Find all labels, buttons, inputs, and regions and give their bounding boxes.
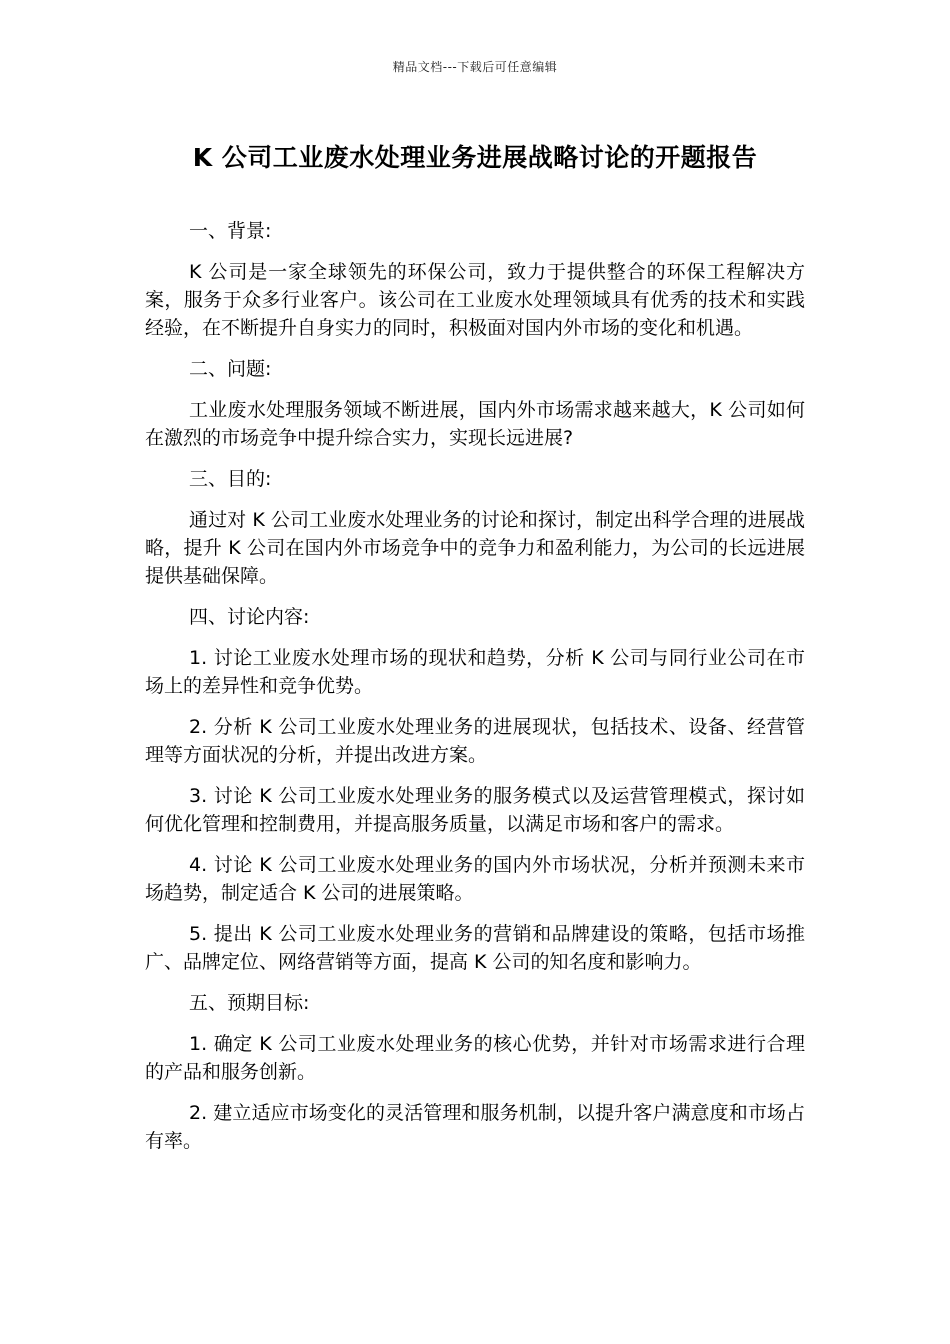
- section-purpose: [145, 465, 805, 590]
- document-title: K 公司工业废水处理业务进展战略讨论的开题报告: [192, 143, 758, 172]
- list-item: 1. 讨论工业废水处理市场的现状和趋势，分析 K 公司与同行业公司在市场上的差异性和竞争优势。: [145, 647, 805, 697]
- list-item: 3. 讨论 K 公司工业废水处理业务的服务模式以及运营管理模式，探讨如何优化管理和控制费用，并提高服务质量，以满足市场和客户的需求。: [145, 785, 805, 835]
- list-item: 4. 讨论 K 公司工业废水处理业务的国内外市场状况，分析并预测未来市场趋势，制定适合 K 公司的进展策略。: [145, 854, 805, 904]
- list-item: 2. 分析 K 公司工业废水处理业务的进展现状，包括技术、设备、经营管理等方面状况的分析，并提出改进方案。: [145, 716, 805, 766]
- section-discussion-content: [145, 603, 805, 976]
- document-body: [145, 217, 805, 1168]
- list-item: 5. 提出 K 公司工业废水处理业务的营销和品牌建设的策略，包括市场推广、品牌定位、网络营销等方面，提高 K 公司的知名度和影响力。: [145, 923, 805, 973]
- section-expected-goals: [145, 989, 805, 1155]
- section-problem: [145, 355, 805, 452]
- paragraph: 通过对 K 公司工业废水处理业务的讨论和探讨，制定出科学合理的进展战略，提升 K 公司在国内外市场竞争中的竞争力和盈利能力，为公司的长远进展提供基础保障。: [145, 509, 805, 587]
- section-heading: 一、背景:: [189, 220, 272, 242]
- section-heading: 二、问题:: [189, 358, 272, 380]
- list-item: 1. 确定 K 公司工业废水处理业务的核心优势，并针对市场需求进行合理的产品和服务创新。: [145, 1033, 805, 1083]
- paragraph: 工业废水处理服务领域不断进展，国内外市场需求越来越大，K 公司如何在激烈的市场竞争中提升综合实力，实现长远进展?: [145, 399, 805, 449]
- list-item: 2. 建立适应市场变化的灵活管理和服务机制，以提升客户满意度和市场占有率。: [145, 1102, 805, 1152]
- header-note: 精品文档---下载后可任意编辑: [392, 60, 558, 74]
- section-heading: 五、预期目标:: [189, 992, 310, 1014]
- section-heading: 四、讨论内容:: [189, 606, 310, 628]
- section-background: [145, 217, 805, 342]
- section-heading: 三、目的:: [189, 468, 272, 490]
- paragraph: K 公司是一家全球领先的环保公司，致力于提供整合的环保工程解决方案，服务于众多行业客户。该公司在工业废水处理领域具有优秀的技术和实践经验，在不断提升自身实力的同时，积极面对国内外市场的变化和机遇。: [145, 261, 805, 339]
